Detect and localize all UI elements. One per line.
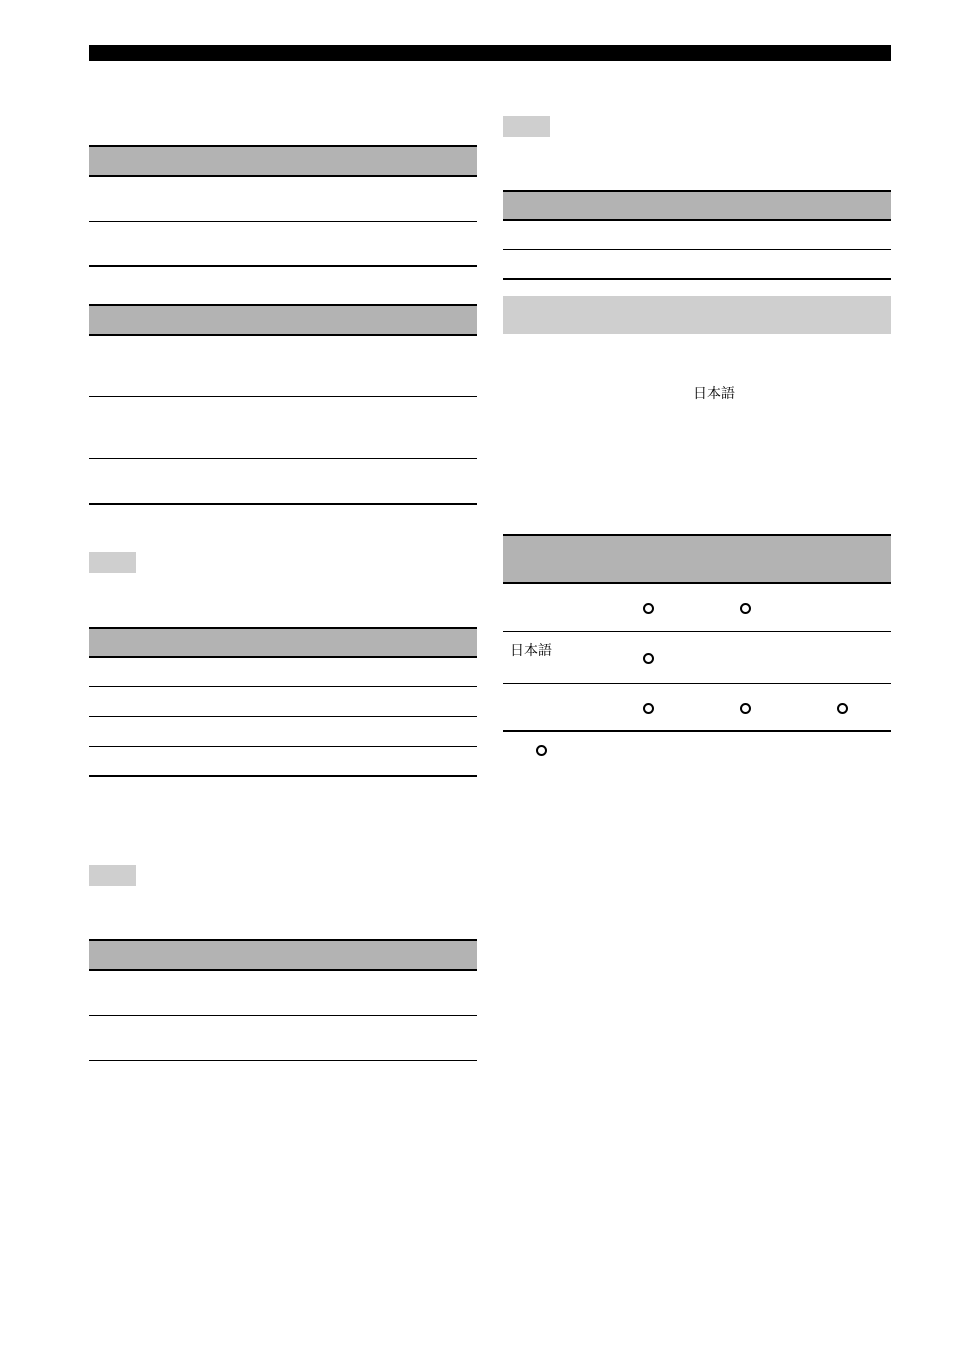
row-label-japanese: 日本語 — [510, 643, 552, 659]
table-row — [89, 658, 477, 687]
table-row — [503, 250, 891, 280]
table-row — [89, 459, 477, 505]
table-header — [89, 627, 477, 658]
note-badge — [503, 116, 550, 137]
language-name-text: 日本語 — [693, 386, 735, 402]
table-row — [503, 632, 891, 684]
settings-table-3 — [89, 627, 477, 777]
table-row — [89, 1016, 477, 1061]
table-row — [89, 397, 477, 459]
settings-table-5 — [503, 190, 891, 280]
table-row — [503, 221, 891, 250]
circle-icon — [643, 603, 654, 614]
table-row — [89, 222, 477, 267]
table-header — [89, 145, 477, 177]
note-badge — [89, 552, 136, 573]
table-header — [89, 304, 477, 336]
header-bar — [89, 45, 891, 61]
settings-table-4 — [89, 939, 477, 1061]
table-row — [89, 971, 477, 1016]
table-row — [89, 687, 477, 717]
table-header — [89, 939, 477, 971]
circle-icon — [837, 703, 848, 714]
settings-table-2 — [89, 304, 477, 505]
legend-circle-icon — [536, 745, 547, 756]
circle-icon — [643, 703, 654, 714]
table-row — [89, 177, 477, 222]
table-header — [503, 190, 891, 221]
table-header — [503, 534, 891, 584]
table-row — [89, 336, 477, 397]
table-row — [89, 747, 477, 777]
settings-table-1 — [89, 145, 477, 267]
table-row — [503, 584, 891, 632]
table-row — [89, 717, 477, 747]
section-heading-band — [503, 296, 891, 334]
circle-icon — [740, 603, 751, 614]
language-table — [503, 534, 891, 732]
circle-icon — [643, 653, 654, 664]
table-row — [503, 684, 891, 732]
note-badge — [89, 865, 136, 886]
circle-icon — [740, 703, 751, 714]
